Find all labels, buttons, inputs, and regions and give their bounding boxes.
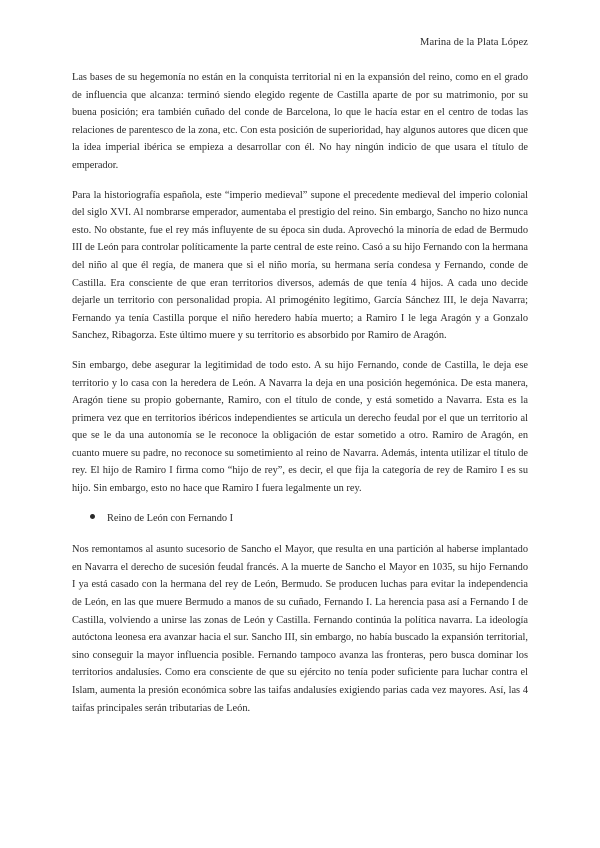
paragraph-3: Sin embargo, debe asegurar la legitimidad de todo esto. A su hijo Fernando, conde de Castilla, le deja ese territorio y lo casa con la heredera de León. A Navarra la deja en una posición hegemónica. De esta manera, Aragón tiene su propio gobernante, Ramiro, con el título de conde, y está sometido a Navarra. Esta es la primera vez que en territorios ibéricos independientes se articula un derecho feudal por el que un territorio al que se le da una autonomía se le reconoce la obligación de estar sometido a otro. Ramiro de Aragón, en cuanto muere su padre, no reconoce su sometimiento al reino de Navarra. Además, intenta utilizar el título de rey. El hijo de Ramiro I firma como “hijo de rey”, es decir, el que fija la categoría de rey de Ramiro I es su hijo. Sin embargo, esto no hace que Ramiro I fuera legalmente un rey.: [72, 359, 528, 495]
bullet-item: [72, 510, 528, 528]
page-header-author: Marina de la Plata López: [420, 37, 528, 48]
paragraph-2: Para la historiografía española, este “imperio medieval” supone el precedente medieval del imperio colonial del siglo XVI. Al nombrarse emperador, aumentaba el prestigio del reino. Sin embargo, Sancho no hizo nunca esto. No obstante, fue el rey más influyente de su época sin duda. Aprovechó la minoría de edad de Bermudo III de León para controlar políticamente la parte central de este reino. Casó a su hijo Fernando con la hermana del niño al que él regía, de manera que si el niño moría, su hermana sería condesa y Fernando, conde de Castilla. Era consciente de que eran territorios diversos, además de que tenía 4 hijos. A cada uno decide dejarle un territorio con personalidad propia. Al primogénito legítimo, García Sánchez III, le deja Navarra; Fernando ya tenía Castilla porque el niño heredero había muerto; a Ramiro I le lega Aragón y a Gonzalo Sanchez, Ribagorza. Este último muere y su territorio es absorbido por Ramiro de Aragón.: [72, 189, 528, 342]
paragraph-4: Nos remontamos al asunto sucesorio de Sancho el Mayor, que resulta en una partición al haberse implantado en Navarra el derecho de sucesión feudal francés. A la muerte de Sancho el Mayor en 1035, su hijo Fernando I ya está casado con la hermana del rey de León, Bermudo. Se producen luchas para evitar la independencia de León, en las que muere Bermudo a manos de su cuñado, Fernando I. La herencia pasa así a Fernando I de Castilla, volviendo a unirse las zonas de León y Castilla. Fernando continúa la política navarra. La ideología autóctona leonesa era avanzar hacia el sur. Sancho III, sin embargo, no había buscado la expansión territorial, sino conseguir la mayor influencia posible. Fernando tampoco avanza las fronteras, pero busca dominar los territorios andalusíes. Como era consciente de que su ejército no tenía poder suficiente para luchar contra el Islam, aumenta la presión económica sobre las taifas andalusíes exigiendo parias cada vez mayores. Así, las 4 taifas principales serán tributarias de León.: [72, 544, 528, 714]
bullet-text: Reino de León con Fernando I: [107, 512, 234, 524]
paragraph-1: Las bases de su hegemonía no están en la conquista territorial ni en la expansión del reino, como en el grado de influencia que alcanza: terminó siendo elegido regente de Castilla aparte de por su matrimonio, por su buena posición; era también cuñado del conde de Barcelona, lo que le hacía estar en el centro de todas las relaciones de parentesco de la zona, etc. Con esta posición de superioridad, hay algunos autores que dicen que la idea imperial ibérica se empieza a desarrollar con él. No hay ningún indicio de que usara el título de emperador.: [72, 72, 528, 171]
document-body: [72, 69, 528, 729]
bullet-dot-icon: [90, 514, 95, 519]
